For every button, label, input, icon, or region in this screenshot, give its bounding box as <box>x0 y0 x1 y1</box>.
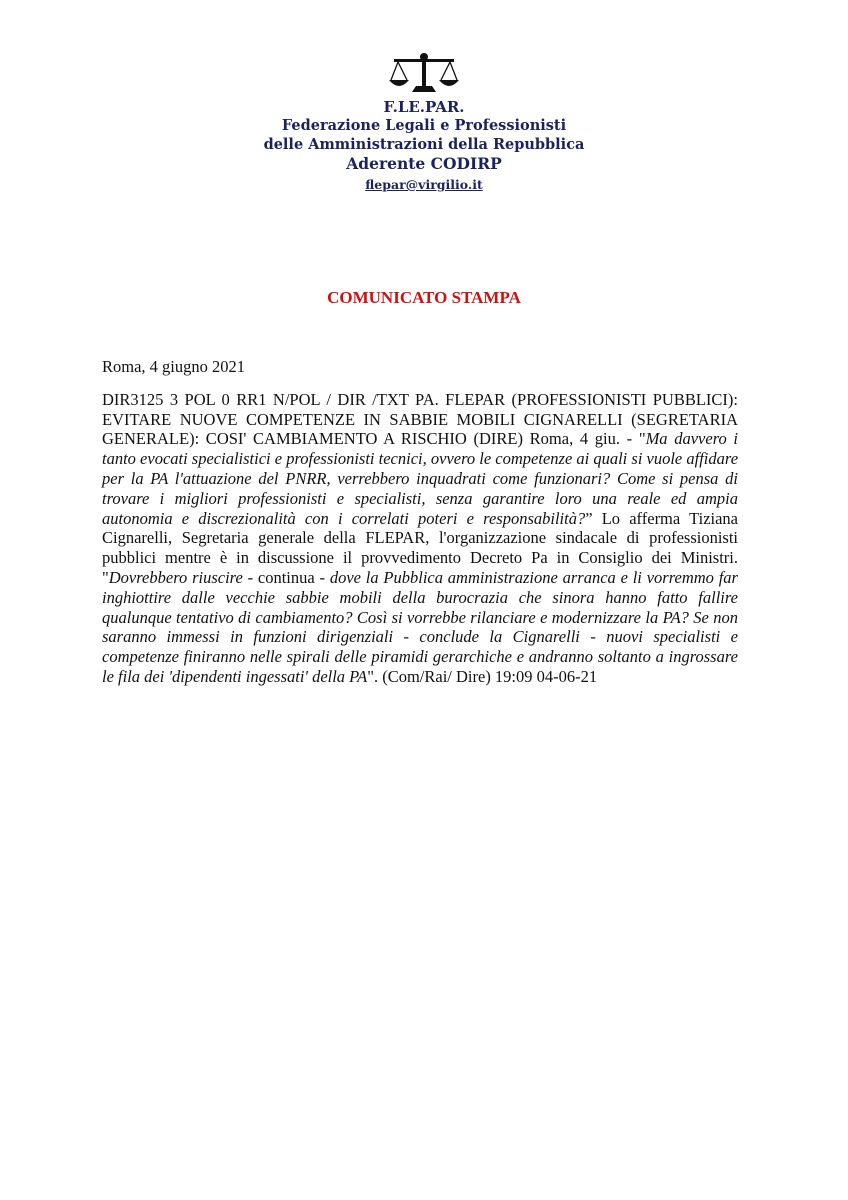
date-line: Roma, 4 giugno 2021 <box>102 357 245 376</box>
text-segment: DIR3125 3 POL 0 RR1 N/POL / DIR /TXT PA. FLEPAR (PROFESSIONISTI PUBBLICI): EVITARE NUOVE COMPETENZE IN SABBIE MOBILI CIGNARELLI (SEGRETARIA GENERALE): COSI' CAMBIAMENTO A RISCHIO (DIRE) Roma, 4 giu. - " <box>102 389 738 449</box>
quote-segment: dove la Pubblica amministrazione arranca e li vorremmo far inghiottire dalle vecchie sabbie mobili della burocrazia che sinora hanno fatto fallire qualunque tentativo di cambiamento? Così si vorrebbe rilanciare e modernizzare la PA? Se non saranno immessi in funzioni dirigenziali - conclude la Cignarelli - nuovi specialisti e competenze finiranno nelle spirali delle piramidi gerarchiche e andranno soltanto a ingrossare le fila dei 'dipendenti ingessati' della PA <box>102 567 738 686</box>
press-release-body <box>102 357 738 687</box>
org-acronym: F.LE.PAR. <box>383 98 465 116</box>
org-affiliation: Aderente CODIRP <box>346 154 502 173</box>
quote-segment: Ma davvero i tanto evocati specialistici e professionisti tecnici, ovvero le competenze ai quali si vuole affidare per la PA l'attuazione del PNRR, verrebbero inquadrati come funzionari? Come si pensa di trovare i migliori professionisti e specialisti, senza garantire loro una reale ed ampia autonomia e discrezionalità con i correlati poteri e responsabilità? <box>102 429 739 528</box>
body-paragraph <box>102 390 738 687</box>
page-title: COMUNICATO STAMPA <box>327 288 521 307</box>
letterhead <box>0 50 848 194</box>
email-link[interactable]: flepar@virgilio.it <box>365 177 483 192</box>
quote-segment: Dovrebbero riuscire <box>108 567 243 587</box>
text-segment: ". (Com/Rai/ Dire) 19:09 04-06-21 <box>367 666 598 686</box>
scales-of-justice-icon <box>388 50 460 96</box>
text-segment: ” Lo afferma Tiziana Cignarelli, Segretaria generale della FLEPAR, l'organizzazione sindacale di professionisti pubblici mentre è in discussione il provvedimento Decreto Pa in Consiglio dei Ministri. " <box>102 508 738 587</box>
org-name-line1: Federazione Legali e Professionisti <box>281 117 567 134</box>
text-segment: - continua - <box>242 567 330 587</box>
org-name-line2: delle Amministrazioni della Repubblica <box>263 136 585 153</box>
